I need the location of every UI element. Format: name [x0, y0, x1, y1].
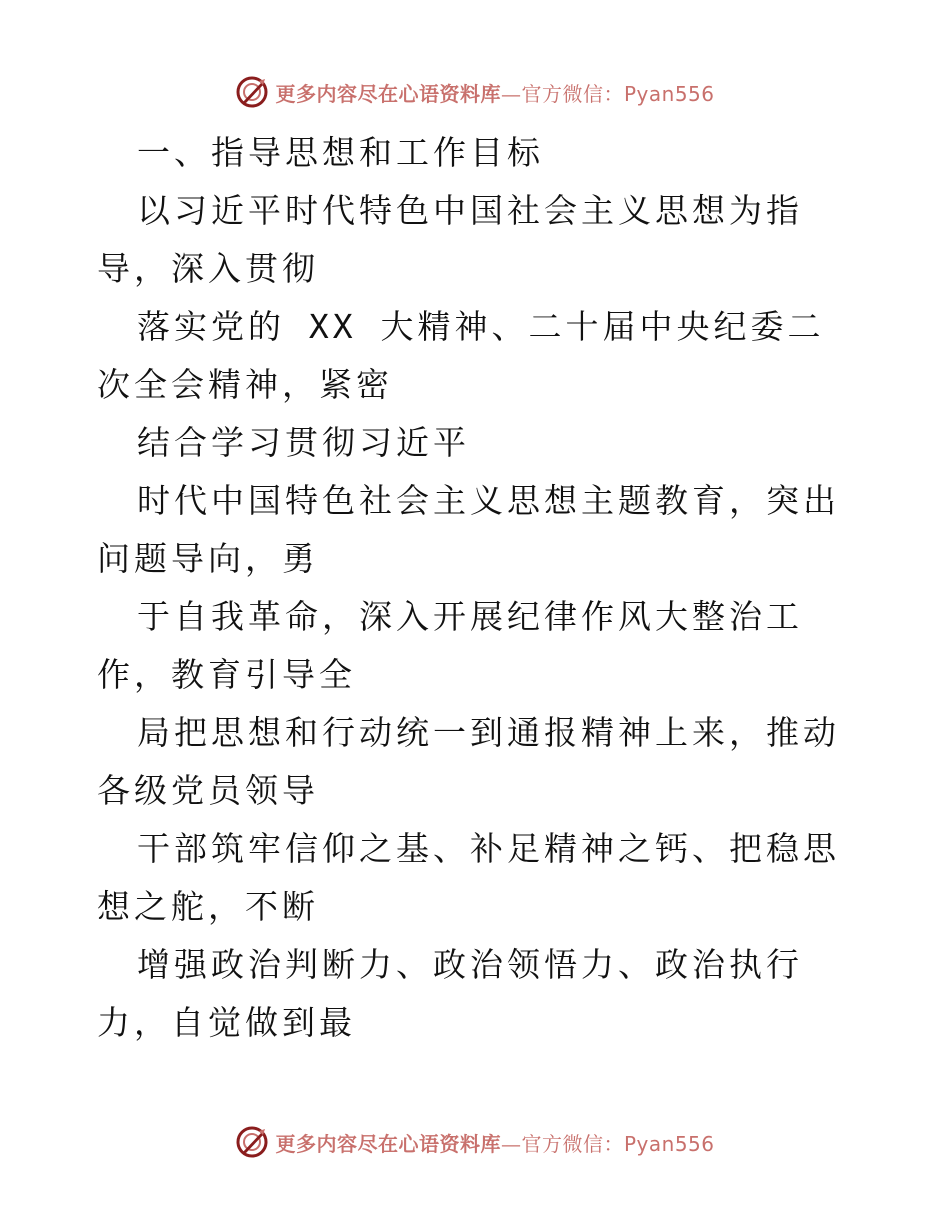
header-wechat-label: 官方微信： [521, 81, 624, 106]
footer-watermark-banner [0, 1122, 950, 1162]
document-body [97, 124, 857, 1052]
header-watermark-text [275, 78, 714, 107]
paragraph: 增强政治判断力、政治领悟力、政治执行力，自觉做到最 [97, 945, 803, 1042]
paragraph: 于自我革命，深入开展纪律作风大整治工作，教育引导全 [97, 597, 803, 694]
paragraph: 时代中国特色社会主义思想主题教育，突出问题导向，勇 [97, 481, 840, 578]
paragraph: 干部筑牢信仰之基、补足精神之钙、把稳思想之舵，不断 [97, 829, 840, 926]
header-wechat-id: Pyan556 [623, 81, 715, 106]
paragraph: 以习近平时代特色中国社会主义思想为指导，深入贯彻 [97, 191, 803, 288]
header-dash: — [500, 81, 522, 106]
paragraph: 结合学习贯彻习近平 [137, 423, 470, 462]
footer-watermark-text [275, 1128, 714, 1157]
quill-logo-icon [235, 1125, 269, 1159]
section-heading: 一、指导思想和工作目标 [137, 133, 544, 172]
header-brand: 更多内容尽在心语资料库 [275, 81, 501, 106]
paragraph: 局把思想和行动统一到通报精神上来，推动各级党员领导 [97, 713, 840, 810]
header-watermark-banner [0, 72, 950, 112]
paragraph: 落实党的 XX 大精神、二十届中央纪委二次全会精神，紧密 [97, 307, 825, 404]
footer-wechat-id: Pyan556 [623, 1131, 715, 1156]
footer-brand: 更多内容尽在心语资料库 [275, 1131, 501, 1156]
quill-logo-icon [235, 75, 269, 109]
footer-dash: — [500, 1131, 522, 1156]
footer-wechat-label: 官方微信： [521, 1131, 624, 1156]
